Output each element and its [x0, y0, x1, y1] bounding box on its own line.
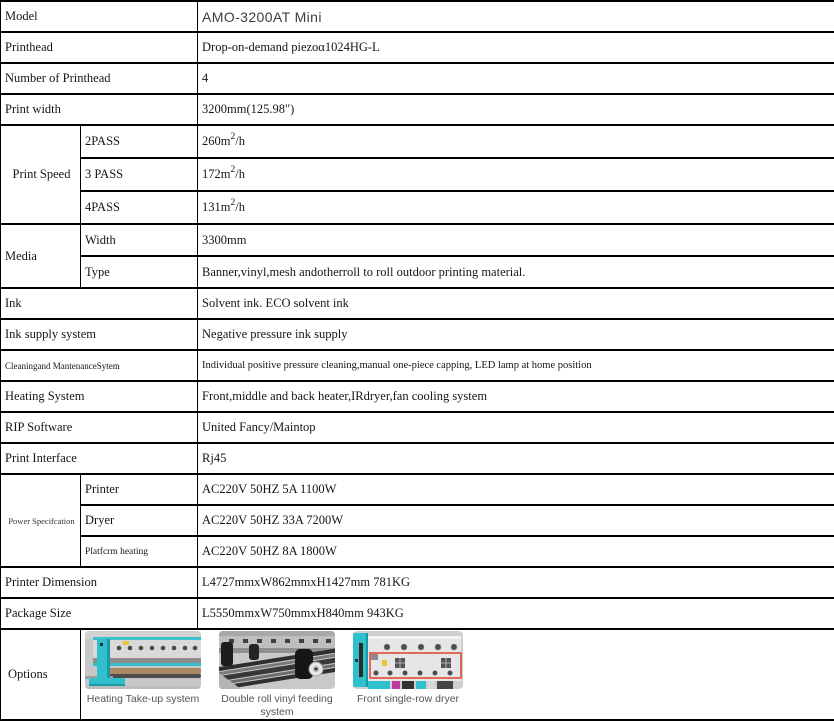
double-roll-vinyl-photo — [219, 631, 335, 689]
row-value: $131m^2/h$ — [198, 191, 834, 224]
row-label: Heating System — [1, 381, 198, 412]
print-speed-group-label: Print Speed — [1, 125, 81, 224]
row-value: AC220V 50HZ 8A 1800W — [198, 536, 834, 567]
table-row-ink — [1, 288, 834, 319]
sub-label: Width — [81, 224, 198, 256]
front-single-row-dryer-photo — [353, 631, 463, 689]
option-front-dryer — [353, 631, 463, 705]
row-label: Cleaningand MantenanceSytem — [1, 350, 198, 381]
row-value: L4727mmxW862mmxH1427mm 781KG — [198, 567, 834, 598]
row-value: United Fancy/Maintop — [198, 412, 834, 443]
row-label: Package Size — [1, 598, 198, 629]
table-row-speed-3pass — [1, 158, 834, 191]
row-value: Individual positive pressure cleaning,manual one-piece capping, LED lamp at home position — [198, 350, 834, 381]
row-value: Drop-on-demand piezoα1024HG-L — [198, 32, 834, 63]
row-value: Solvent ink. ECO solvent ink — [198, 288, 834, 319]
options-gallery — [85, 631, 832, 717]
table-row-cleaning — [1, 350, 834, 381]
option-caption: Heating Take-up system — [86, 693, 200, 706]
sub-label: Printer — [81, 474, 198, 505]
row-value: L5550mmxW750mmxH840mm 943KG — [198, 598, 834, 629]
table-row-interface — [1, 443, 834, 474]
table-row-package — [1, 598, 834, 629]
table-row-dimension — [1, 567, 834, 598]
row-label: Model — [1, 1, 198, 32]
row-value: Banner,vinyl,mesh andotherroll to roll outdoor printing material. — [198, 256, 834, 288]
row-label: RIP Software — [1, 412, 198, 443]
superscript: 2 — [230, 164, 236, 175]
superscript: 2 — [230, 197, 236, 208]
table-row-power-printer — [1, 474, 834, 505]
table-row-options — [1, 629, 834, 720]
table-row-speed-4pass — [1, 191, 834, 224]
table-row-printhead — [1, 32, 834, 63]
row-value: $260m^2/h$ — [198, 125, 834, 158]
power-group-label: Power Specifcation — [1, 474, 81, 567]
option-caption: Double roll vinyl feeding system — [221, 693, 333, 718]
sub-label: 2PASS — [81, 125, 198, 158]
table-row-ink-supply — [1, 319, 834, 350]
row-label: Printhead — [1, 32, 198, 63]
row-value: 4 — [198, 63, 834, 94]
row-label: Ink — [1, 288, 198, 319]
superscript: 2 — [230, 131, 236, 142]
table-row-heating — [1, 381, 834, 412]
row-label: Options — [1, 629, 81, 720]
row-label: Ink supply system — [1, 319, 198, 350]
sub-label: Dryer — [81, 505, 198, 536]
row-label: Print width — [1, 94, 198, 125]
row-value: Negative pressure ink supply — [198, 319, 834, 350]
table-row-power-platform — [1, 536, 834, 567]
row-value: AC220V 50HZ 33A 7200W — [198, 505, 834, 536]
model-value: AMO-3200AT Mini — [198, 1, 834, 32]
row-value: $172m^2/h$ — [198, 158, 834, 191]
sub-label: Type — [81, 256, 198, 288]
options-cell — [81, 629, 834, 720]
row-label: Print Interface — [1, 443, 198, 474]
option-heating-takeup — [85, 631, 201, 705]
media-group-label: Media — [1, 224, 81, 288]
table-row-printhead-count — [1, 63, 834, 94]
table-row-print-width — [1, 94, 834, 125]
heating-take-up-photo — [85, 631, 201, 689]
row-value: Rj45 — [198, 443, 834, 474]
row-value: AC220V 50HZ 5A 1100W — [198, 474, 834, 505]
option-double-roll — [217, 631, 337, 717]
table-row-model — [1, 1, 834, 32]
sub-label: 3 PASS — [81, 158, 198, 191]
table-row-media-type — [1, 256, 834, 288]
option-caption: Front single-row dryer — [356, 693, 460, 706]
row-label: Number of Printhead — [1, 63, 198, 94]
table-row-media-width — [1, 224, 834, 256]
table-row-power-dryer — [1, 505, 834, 536]
table-row-rip — [1, 412, 834, 443]
row-value: 3200mm(125.98") — [198, 94, 834, 125]
row-label: Printer Dimension — [1, 567, 198, 598]
table-row-speed-2pass — [1, 125, 834, 158]
row-value: Front,middle and back heater,IRdryer,fan cooling system — [198, 381, 834, 412]
sub-label: Platfcrm heating — [81, 536, 198, 567]
sub-label: 4PASS — [81, 191, 198, 224]
row-value: 3300mm — [198, 224, 834, 256]
